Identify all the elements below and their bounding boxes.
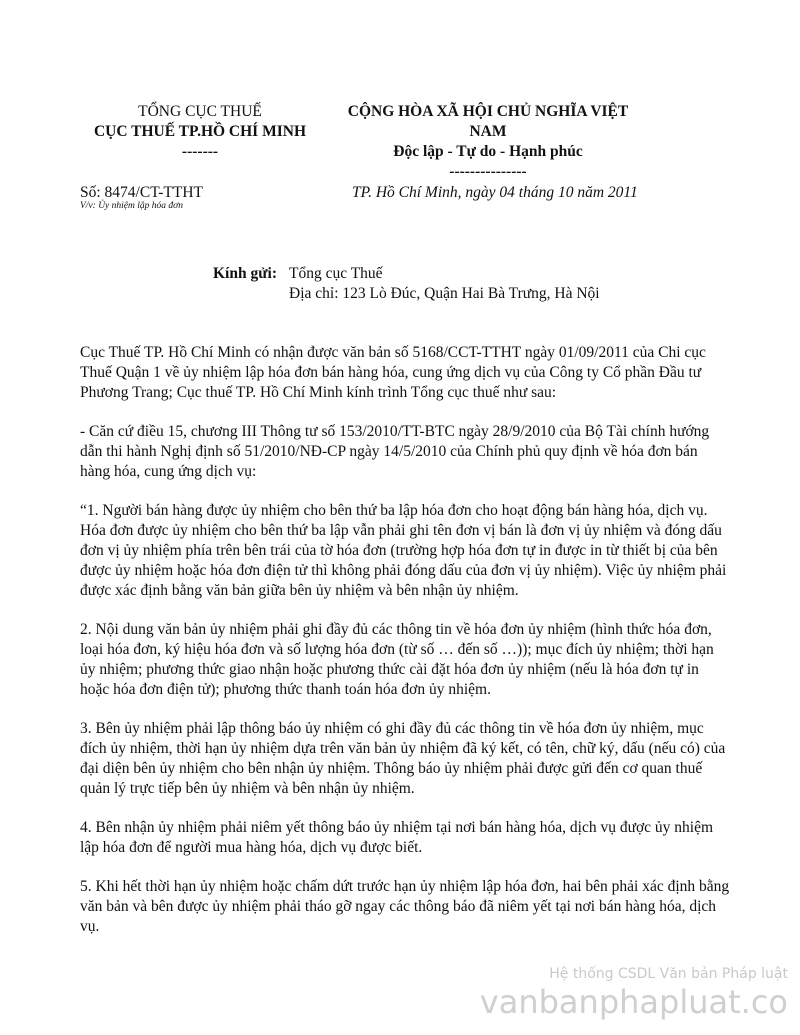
body-paragraph-2: 2. Nội dung văn bản ủy nhiệm phải ghi đầy đủ các thông tin về hóa đơn ủy nhiệm (hình thức hóa đơn, loại hóa đơn, ký hiệu hóa đơn và số lượng hóa đơn (từ số … đến số …)); mục đích ủy nhiệm; thời hạn ủy nhiệm; phương thức giao nhận hoặc phương thức cài đặt hóa đơn ủy nhiệm (nếu là hóa đơn tự in hoặc hóa đơn điện tử); phương thức thanh toán hóa đơn ủy nhiệm. (80, 621, 714, 698)
recipient-address: Địa chỉ: 123 Lò Đúc, Quận Hai Bà Trưng, Hà Nội (289, 285, 600, 302)
site-watermark (480, 965, 788, 1021)
watermark-tagline: Hệ thống CSDL Văn bản Pháp luật (549, 966, 788, 982)
country-name-line1: CỘNG HÒA XÃ HỘI CHỦ NGHĨA VIỆT (347, 103, 629, 120)
right-divider: --------------- (449, 163, 527, 180)
left-divider: ------- (181, 143, 219, 160)
document-subject: V/v: Ủy nhiệm lập hóa đơn (80, 201, 183, 211)
body-paragraph-3: 3. Bên ủy nhiệm phải lập thông báo ủy nhiệm có ghi đầy đủ các thông tin về hóa đơn ủy nhiệm, mục đích ủy nhiệm, thời hạn ủy nhiệm dựa trên văn bản ủy nhiệm đã ký kết, có tên, chữ ký, dấu (nếu có) của đại diện bên ủy nhiệm cho bên nhận ủy nhiệm. Thông báo ủy nhiệm phải được gửi đến cơ quan thuế quản lý trực tiếp bên ủy nhiệm và bên nhận ủy nhiệm. (80, 720, 726, 797)
body-paragraph-1: “1. Người bán hàng được ủy nhiệm cho bên thứ ba lập hóa đơn cho hoạt động bán hàng hóa, dịch vụ. Hóa đơn được ủy nhiệm cho bên thứ ba lập vẫn phải ghi tên đơn vị bán là đơn vị ủy nhiệm và đóng dấu đơn vị ủy nhiệm phía trên bên trái của tờ hóa đơn (trường hợp hóa đơn tự in được in từ thiết bị của bên được ủy nhiệm hoặc hóa đơn điện tử thì không phải đóng dấu của đơn vị ủy nhiệm). Việc ủy nhiệm phải được xác định bằng văn bản giữa bên ủy nhiệm và bên nhận ủy nhiệm. (80, 502, 727, 599)
issuing-agency-block (80, 102, 320, 162)
department-name: CỤC THUẾ TP.HỒ CHÍ MINH (93, 123, 306, 140)
recipient-label: Kính gửi: (213, 265, 277, 282)
body-paragraph-intro: Cục Thuế TP. Hồ Chí Minh có nhận được văn bản số 5168/CCT-TTHT ngày 01/09/2011 của Chi cục Thuế Quận 1 về ủy nhiệm lập hóa đơn bán hàng hóa, cung ứng dịch vụ của Công ty Cổ phần Đầu tư Phương Trang; Cục thuế TP. Hồ Chí Minh kính trình Tổng cục thuế như sau: (80, 344, 706, 401)
watermark-domain: vanbanphapluat.co (479, 983, 788, 1021)
body-paragraph-5: 5. Khi hết thời hạn ủy nhiệm hoặc chấm dứt trước hạn ủy nhiệm lập hóa đơn, hai bên phải xác định bằng văn bản và bên được ủy nhiệm phải tháo gỡ ngay các thông báo đã niêm yết tại nơi bán hàng hóa, dịch vụ. (80, 878, 730, 935)
country-name-line2: NAM (469, 123, 507, 140)
agency-name: TỔNG CỤC THUẾ (138, 103, 262, 120)
document-number: Số: 8474/CT-TTHT (80, 184, 204, 201)
document-body (80, 343, 730, 956)
national-title-block (328, 102, 648, 182)
body-paragraph-4: 4. Bên nhận ủy nhiệm phải niêm yết thông báo ủy nhiệm tại nơi bán hàng hóa, dịch vụ được ủy nhiệm lập hóa đơn để người mua hàng hóa, dịch vụ được biết. (80, 819, 714, 856)
body-paragraph-legal-basis: - Căn cứ điều 15, chương III Thông tư số 153/2010/TT-BTC ngày 28/9/2010 của Bộ Tài chính hướng dẫn thi hành Nghị định số 51/2010/NĐ-CP ngày 14/5/2010 của Chính phủ quy định về hóa đơn bán hàng hóa, cung ứng dịch vụ: (80, 423, 710, 480)
place-and-date: TP. Hồ Chí Minh, ngày 04 tháng 10 năm 2011 (352, 184, 638, 201)
recipient-name: Tổng cục Thuế (289, 265, 383, 282)
national-motto: Độc lập - Tự do - Hạnh phúc (393, 143, 583, 160)
